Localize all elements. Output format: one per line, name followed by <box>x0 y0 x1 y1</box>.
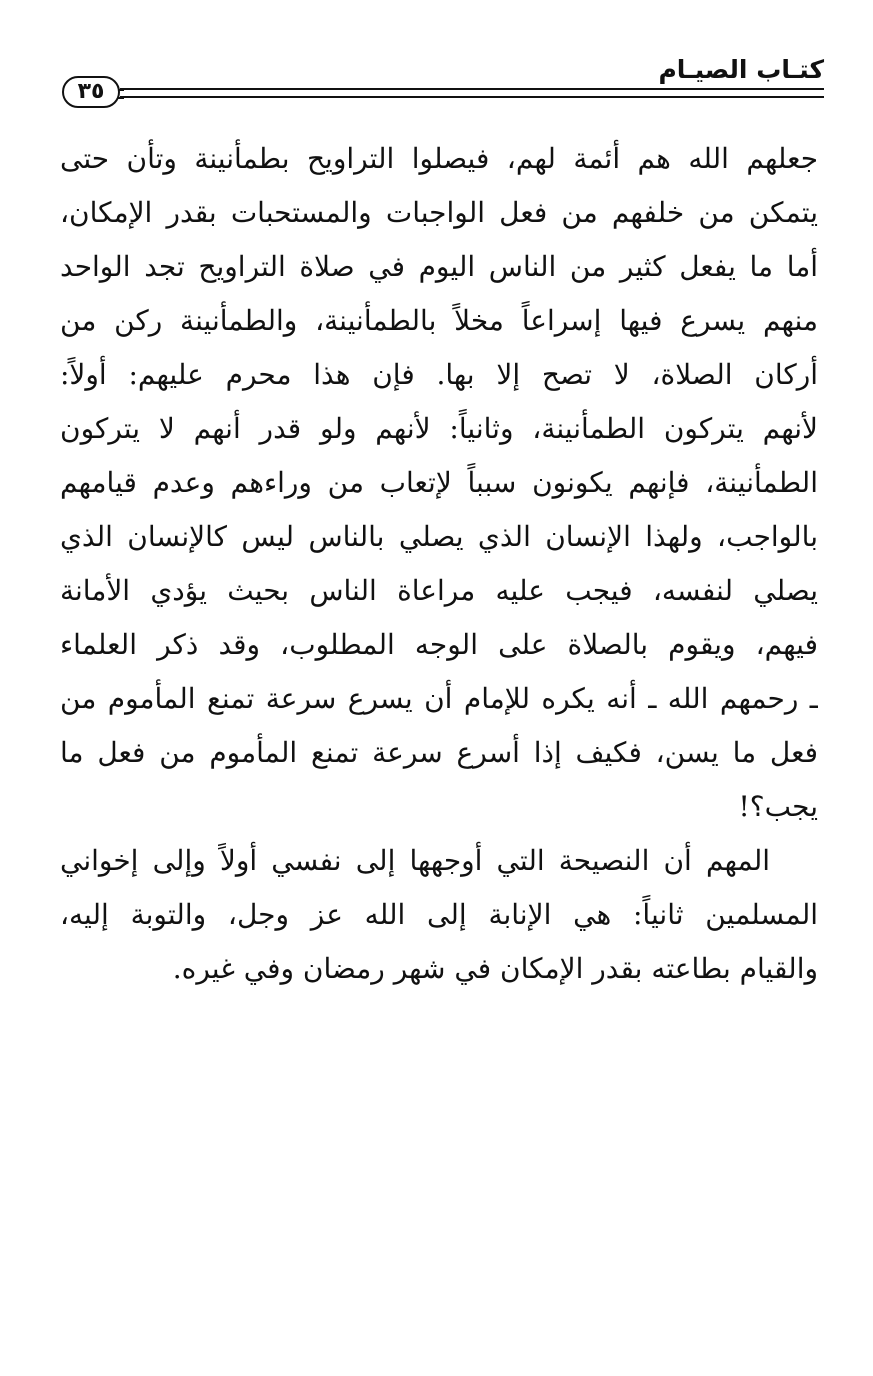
paragraph-2 <box>60 834 818 996</box>
text-line: بالواجب، ولهذا الإنسان الذي يصلي بالناس ليس كالإنسان الذي <box>60 520 818 553</box>
text-line: والقيام بطاعته بقدر الإمكان في شهر رمضان وفي غيره. <box>172 952 818 985</box>
text-line: أما ما يفعل كثير من الناس اليوم في صلاة التراويح تجد الواحد <box>60 250 818 283</box>
page-number: ٣٥ <box>77 79 105 104</box>
text-line: يصلي لنفسه، فيجب عليه مراعاة الناس بحيث يؤدي الأمانة <box>60 574 818 607</box>
page-number-frame <box>62 76 120 108</box>
text-line: أركان الصلاة، لا تصح إلا بها. فإن هذا محرم عليهم: أولاً: <box>60 358 818 391</box>
page-header <box>62 56 824 116</box>
text-line: يجب؟! <box>738 790 818 823</box>
text-line: جعلهم الله هم أئمة لهم، فيصلوا التراويح بطمأنينة وتأن حتى <box>60 142 818 175</box>
text-line: منهم يسرع فيها إسراعاً مخلاً بالطمأنينة، والطمأنينة ركن من <box>60 304 818 337</box>
text-line: فيهم، ويقوم بالصلاة على الوجه المطلوب، وقد ذكر العلماء <box>60 628 818 661</box>
header-rule <box>120 88 824 98</box>
page-body <box>60 132 818 996</box>
book-title: كتـاب الصيـام <box>652 56 824 84</box>
text-line: الطمأنينة، فإنهم يكونون سبباً لإتعاب من وراءهم وعدم قيامهم <box>60 466 818 499</box>
text-line: المهم أن النصيحة التي أوجهها إلى نفسي أولاً وإلى إخواني <box>60 844 770 877</box>
paragraph-1 <box>60 132 818 834</box>
text-line: فعل ما يسن، فكيف إذا أسرع سرعة تمنع المأموم من فعل ما <box>60 736 818 769</box>
text-line: لأنهم يتركون الطمأنينة، وثانياً: لأنهم ولو قدر أنهم لا يتركون <box>60 412 818 445</box>
text-line: المسلمين ثانياً: هي الإنابة إلى الله عز وجل، والتوبة إليه، <box>60 898 818 931</box>
text-line: يتمكن من خلفهم من فعل الواجبات والمستحبات بقدر الإمكان، <box>60 196 818 229</box>
text-line: ـ رحمهم الله ـ أنه يكره للإمام أن يسرع سرعة تمنع المأموم من <box>60 682 818 715</box>
